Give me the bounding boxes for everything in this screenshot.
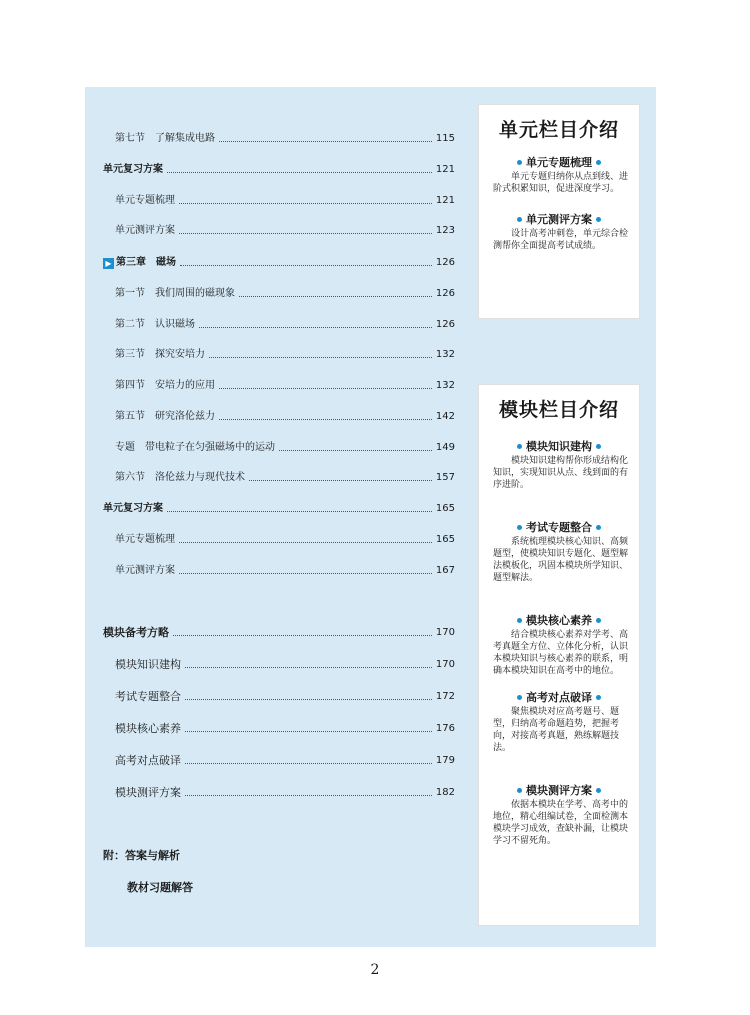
toc-leader (179, 233, 432, 234)
toc-leader (185, 731, 432, 732)
toc-entry-page: 126 (435, 257, 455, 268)
unit-card-section (479, 154, 639, 195)
toc-entry-page: 170 (435, 659, 455, 670)
toc-entry-page: 132 (435, 349, 455, 360)
section-text: 结合模块核心素养对学考、高考真题全方位、立体化分析，认识本模块知识与核心素养的联系，明确本模块知识在高考中的地位。 (493, 630, 629, 676)
toc-entry[interactable] (115, 407, 455, 423)
bullet-dot-icon (596, 217, 601, 222)
section-text: 设计高考冲刺卷，单元综合检测帮你全面提高考试成绩。 (493, 229, 629, 251)
toc-leader (173, 635, 432, 636)
bullet-dot-icon (517, 525, 522, 530)
toc-entry-page: 167 (435, 565, 455, 576)
module-card-section (479, 689, 639, 754)
toc-entry[interactable] (115, 687, 455, 703)
toc-entry-label: 专题 带电粒子在匀强磁场中的运动 (115, 442, 275, 453)
section-heading: 模块核心素养 (526, 614, 592, 627)
page-number: 2 (370, 962, 380, 978)
toc-leader (199, 327, 432, 328)
toc-entry-label: 单元专题梳理 (115, 195, 175, 206)
unit-card-section (479, 211, 639, 252)
toc-leader (219, 388, 432, 389)
toc-entry-page: 123 (435, 225, 455, 236)
appendix-item[interactable]: 教材习题解答 (127, 881, 193, 894)
toc-entry-page: 170 (435, 627, 455, 638)
toc-entry[interactable] (115, 655, 455, 671)
toc-entry[interactable] (115, 221, 455, 237)
toc-entry[interactable] (115, 129, 455, 145)
toc-entry[interactable] (115, 284, 455, 300)
toc-entry-label: 第七节 了解集成电路 (115, 133, 215, 144)
toc-leader (185, 795, 432, 796)
toc-entry-label: 单元复习方案 (103, 503, 163, 514)
toc-entry-label: 高考对点破译 (115, 754, 181, 767)
toc-entry-label: 第一节 我们周围的磁现象 (115, 288, 235, 299)
toc-entry-label: 模块备考方略 (103, 626, 169, 639)
toc-entry-label: 模块测评方案 (115, 786, 181, 799)
module-card-title: 模块栏目介绍 (498, 399, 619, 421)
toc-leader (219, 141, 432, 142)
toc-entry-label: 模块知识建构 (115, 658, 181, 671)
toc-entry-page: 149 (435, 442, 455, 453)
unit-intro-card (478, 104, 640, 319)
bullet-dot-icon (517, 788, 522, 793)
toc-leader (167, 511, 432, 512)
toc-leader (179, 203, 432, 204)
section-text: 依据本模块在学考、高考中的地位，精心组编试卷，全面检测本模块学习成效，查缺补漏，让模块学习不留死角。 (493, 800, 629, 846)
module-card-section (479, 519, 639, 584)
chapter-arrow-icon: ▶ (103, 258, 114, 269)
toc-entry-page: 121 (435, 195, 455, 206)
toc-entry[interactable] (115, 719, 455, 735)
toc-leader (279, 450, 432, 451)
toc-entry-label: 单元复习方案 (103, 164, 163, 175)
bullet-dot-icon (596, 525, 601, 530)
toc-entry-label: 单元测评方案 (115, 565, 175, 576)
section-text: 单元专题归纳你从点到线、进阶式积累知识，促进深度学习。 (493, 172, 629, 194)
section-heading: 模块测评方案 (526, 784, 592, 797)
toc-entry-label: 第二节 认识磁场 (115, 319, 195, 330)
module-card-section (479, 782, 639, 847)
toc-entry-page: 126 (435, 288, 455, 299)
toc-entry-page: 179 (435, 755, 455, 766)
module-intro-card (478, 384, 640, 926)
toc-entry[interactable] (115, 468, 455, 484)
toc-leader (185, 763, 432, 764)
toc-entry-label: 考试专题整合 (115, 690, 181, 703)
toc-entry-page: 165 (435, 534, 455, 545)
section-text: 聚焦模块对应高考题号、题型，归纳高考命题趋势，把握考向，对接高考真题，熟练解题技法。 (493, 707, 620, 753)
toc-entry-page: 126 (435, 319, 455, 330)
toc-entry-label: 模块核心素养 (115, 722, 181, 735)
toc-entry-label: 第五节 研究洛伦兹力 (115, 411, 215, 422)
toc-entry[interactable] (115, 376, 455, 392)
toc-entry-label: 单元测评方案 (115, 225, 175, 236)
toc-entry[interactable] (115, 751, 455, 767)
toc-entry-label: 第四节 安培力的应用 (115, 380, 215, 391)
unit-card-title: 单元栏目介绍 (498, 119, 619, 141)
bullet-dot-icon (596, 618, 601, 623)
toc-entry[interactable] (103, 623, 455, 639)
toc-entry[interactable] (115, 561, 455, 577)
toc-leader (185, 699, 432, 700)
appendix-title[interactable]: 附：答案与解析 (103, 849, 180, 862)
bullet-dot-icon (596, 695, 601, 700)
section-heading: 高考对点破译 (526, 691, 592, 704)
bullet-dot-icon (517, 160, 522, 165)
section-heading: 单元专题梳理 (526, 156, 592, 169)
toc-leader (209, 357, 432, 358)
toc-entry[interactable] (115, 783, 455, 799)
toc-leader (167, 172, 432, 173)
bullet-dot-icon (517, 695, 522, 700)
toc-entry-page: 176 (435, 723, 455, 734)
bullet-dot-icon (596, 788, 601, 793)
toc-entry[interactable] (115, 345, 455, 361)
toc-entry-label: 第三节 探究安培力 (115, 349, 205, 360)
toc-entry-page: 142 (435, 411, 455, 422)
toc-entry[interactable] (115, 315, 455, 331)
bullet-dot-icon (517, 618, 522, 623)
section-text: 模块知识建构帮你形成结构化知识，实现知识从点、线到面的有序进阶。 (493, 456, 629, 490)
toc-leader (180, 265, 432, 266)
toc-leader (249, 480, 432, 481)
toc-entry-label: 第三章 磁场 (116, 257, 176, 268)
toc-entry-page: 165 (435, 503, 455, 514)
toc-entry[interactable] (103, 160, 455, 176)
toc-leader (179, 573, 432, 574)
bullet-dot-icon (596, 160, 601, 165)
toc-entry-page: 172 (435, 691, 455, 702)
toc-chapter-entry[interactable] (103, 253, 455, 269)
section-text: 系统梳理模块核心知识、高频题型，使模块知识专题化、题型解法模板化，巩固本模块所学知识、题型解法。 (493, 537, 629, 583)
toc-entry[interactable] (115, 191, 455, 207)
section-heading: 模块知识建构 (526, 440, 592, 453)
toc-entry-page: 182 (435, 787, 455, 798)
toc-leader (179, 542, 432, 543)
toc-entry-page: 115 (435, 133, 455, 144)
section-heading: 单元测评方案 (526, 213, 592, 226)
content-panel (85, 87, 656, 947)
toc-leader (185, 667, 432, 668)
toc-entry[interactable] (115, 530, 455, 546)
toc-entry-label: 单元专题梳理 (115, 534, 175, 545)
module-card-section (479, 438, 639, 491)
section-heading: 考试专题整合 (526, 521, 592, 534)
toc-entry-page: 157 (435, 472, 455, 483)
bullet-dot-icon (517, 444, 522, 449)
bullet-dot-icon (596, 444, 601, 449)
module-card-section (479, 612, 639, 677)
bullet-dot-icon (517, 217, 522, 222)
toc-entry-label: 第六节 洛伦兹力与现代技术 (115, 472, 245, 483)
toc-leader (219, 419, 432, 420)
toc-entry[interactable] (115, 438, 455, 454)
toc-entry[interactable] (103, 499, 455, 515)
toc-leader (239, 296, 432, 297)
toc-entry-page: 121 (435, 164, 455, 175)
toc-entry-page: 132 (435, 380, 455, 391)
